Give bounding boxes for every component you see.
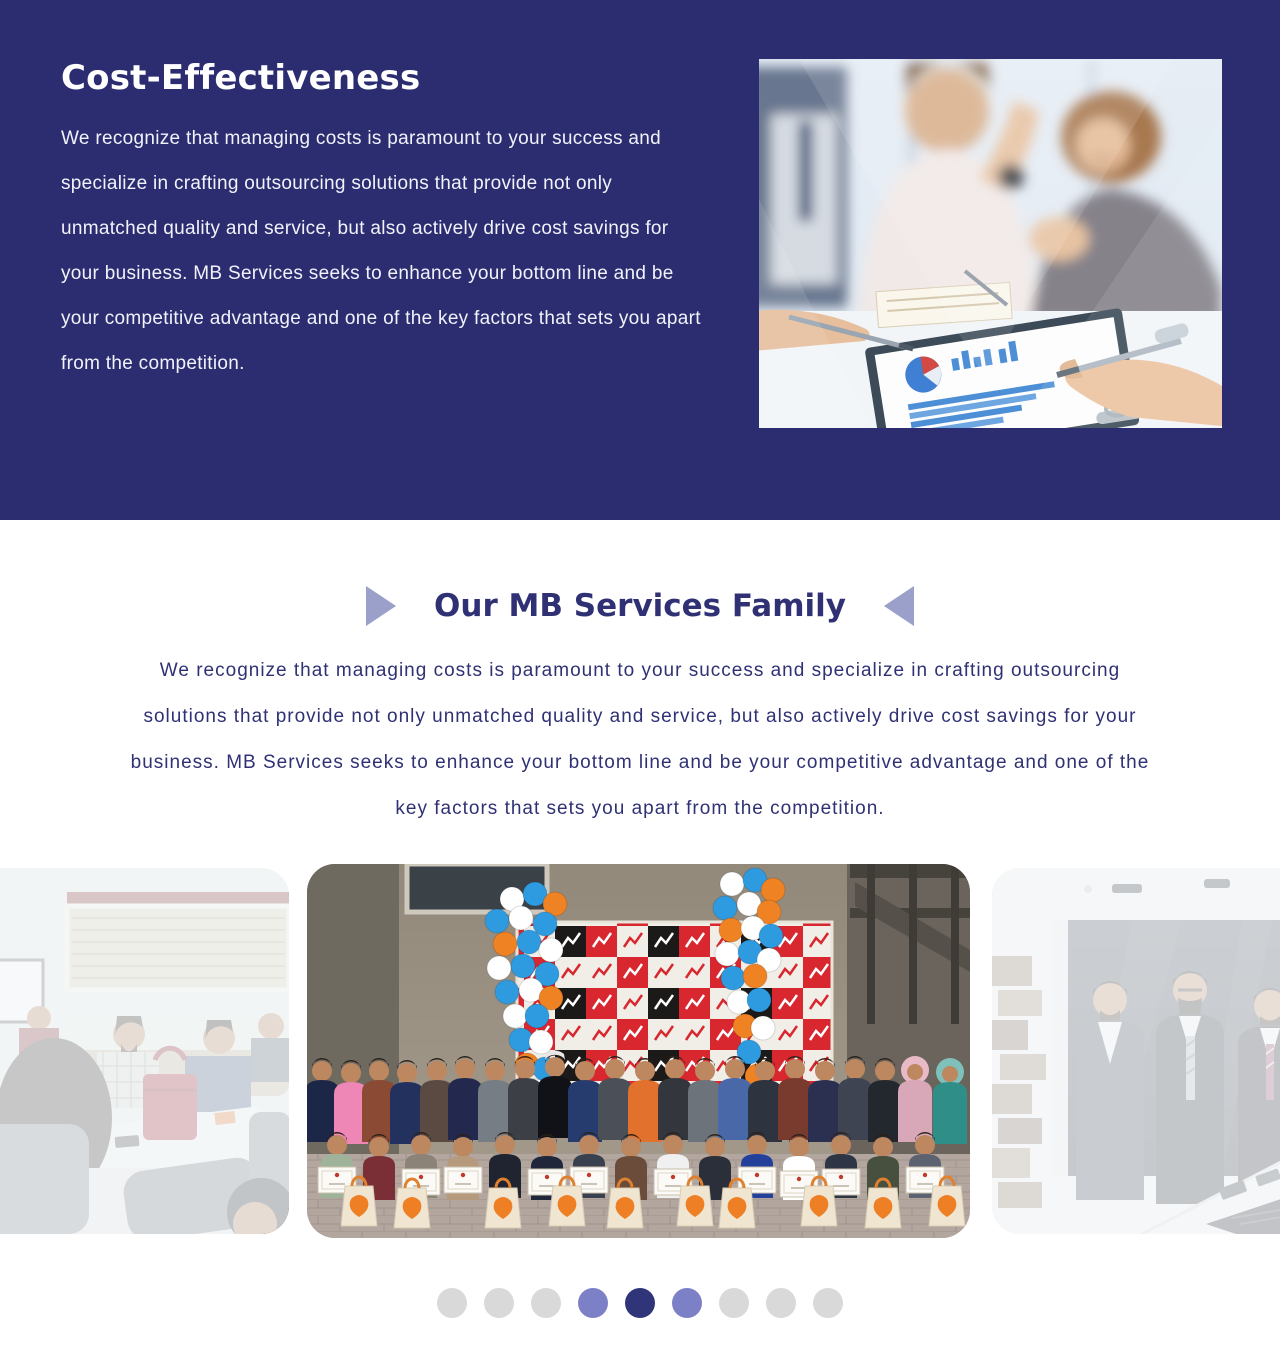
carousel-dot-6[interactable] [672, 1288, 702, 1318]
carousel-dot-4[interactable] [578, 1288, 608, 1318]
hijab-woman-teal [933, 1058, 967, 1144]
hero-body: We recognize that managing costs is paramount to your success and specialize in crafting outsourcing solutions that provide not only unmatched quality and service, but also actively drive cost savings for your business. MB Services seeks to enhance your bottom line and be your competitive advantage and one of the key factors that sets you apart from the competition. [61, 128, 701, 374]
fade-overlay [0, 868, 289, 1234]
carousel-slide-executives-photo[interactable] [992, 868, 1280, 1234]
photo-carousel [0, 864, 1280, 1238]
carousel-dot-1[interactable] [437, 1288, 467, 1318]
cost-effectiveness-section [0, 0, 1280, 520]
family-body: We recognize that managing costs is paramount to your success and specialize in crafting outsourcing solutions that provide not only unmatched quality and service, but also actively drive cost savings for your business. MB Services seeks to enhance your bottom line and be your competitive advantage and one of the key factors that sets you apart from the competition. [130, 660, 1150, 819]
business-meeting-photo [759, 59, 1222, 428]
triangle-left-icon [884, 586, 914, 626]
family-heading [0, 586, 1280, 626]
carousel-slide-office-meeting-photo[interactable] [0, 868, 289, 1234]
fade-overlay [992, 868, 1280, 1234]
hero-text-block [61, 58, 701, 386]
triangle-right-icon [366, 586, 396, 626]
family-title: Our MB Services Family [434, 588, 846, 624]
carousel-dot-8[interactable] [766, 1288, 796, 1318]
carousel-dot-2[interactable] [484, 1288, 514, 1318]
carousel-dots [437, 1288, 843, 1318]
hero-title: Cost-Effectiveness [61, 58, 421, 98]
carousel-dot-9[interactable] [813, 1288, 843, 1318]
hijab-woman-pink [898, 1056, 932, 1142]
carousel-dot-3[interactable] [531, 1288, 561, 1318]
carousel-dot-7[interactable] [719, 1288, 749, 1318]
carousel-slide-team-group-photo[interactable] [307, 864, 970, 1238]
carousel-dot-5[interactable] [625, 1288, 655, 1318]
